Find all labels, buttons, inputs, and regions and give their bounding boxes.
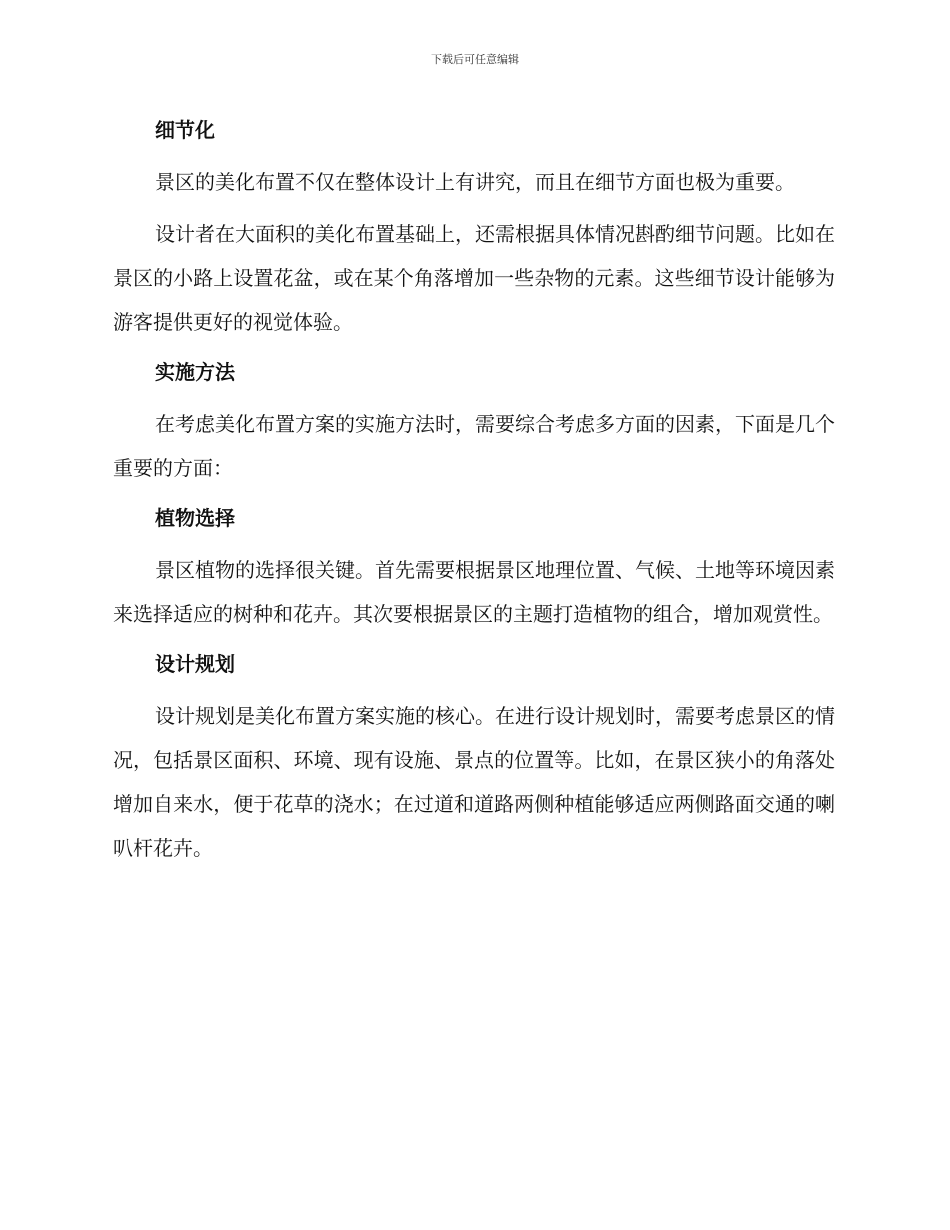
section-heading-implementation: 实施方法 [155,360,235,384]
document-body [113,110,835,870]
paragraph-plants-1: 景区植物的选择很关键。首先需要根据景区地理位置、气候、土地等环境因素来选择适应的树种和花卉。其次要根据景区的主题打造植物的组合，增加观赏性。 [113,558,835,626]
page-header: 下载后可任意编辑 [431,53,519,66]
section-heading-plants: 植物选择 [155,506,235,530]
section-heading-planning: 设计规划 [155,652,235,676]
paragraph-implementation-1: 在考虑美化布置方案的实施方法时，需要综合考虑多方面的因素，下面是几个重要的方面： [113,412,835,480]
section-heading-detail: 细节化 [155,118,215,142]
paragraph-planning-1: 设计规划是美化布置方案实施的核心。在进行设计规划时，需要考虑景区的情况，包括景区面积、环境、现有设施、景点的位置等。比如，在景区狭小的角落处增加自来水，便于花草的浇水；在过道和道路两侧种植能够适应两侧路面交通的喇叭杆花卉。 [113,704,835,860]
paragraph-detail-1: 景区的美化布置不仅在整体设计上有讲究，而且在细节方面也极为重要。 [155,170,795,194]
paragraph-detail-2: 设计者在大面积的美化布置基础上，还需根据具体情况斟酌细节问题。比如在景区的小路上设置花盆，或在某个角落增加一些杂物的元素。这些细节设计能够为游客提供更好的视觉体验。 [113,222,835,334]
